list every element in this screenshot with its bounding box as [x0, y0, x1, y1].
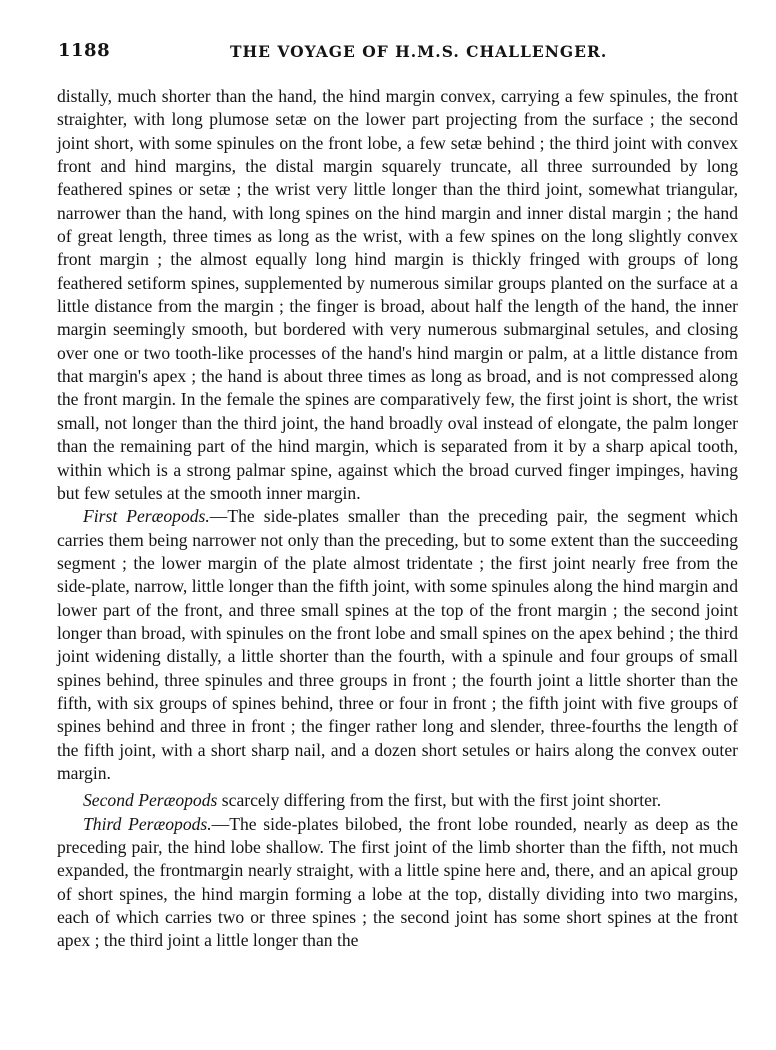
page-header — [58, 40, 738, 66]
paragraph-third-peraeopods — [57, 813, 738, 953]
section-heading-first-peraeopods: First Peræopods. — [83, 506, 210, 527]
page-number: 1188 — [58, 40, 111, 61]
section-heading-third-peraeopods: Third Peræopods. — [83, 813, 212, 834]
paragraph-first-peraeopods — [57, 505, 738, 785]
paragraph-second-peraeopods — [57, 789, 738, 812]
paragraph-text: —The side-plates bilobed, the front lobe rounded, nearly as deep as the preceding pair, the hind lobe shallow. The first joint of the limb shorter than the fifth, not much expanded, the frontmargin nearly straight, with a little spine here and, there, and an apical group of short spines, the hind margin forming a lobe at the top, distally dividing into two margins, each of which carries two or three spines ; the second joint has some short spines at the front apex ; the third joint a little longer than the — [57, 813, 738, 951]
paragraph-text: distally, much shorter than the hand, the hind margin convex, carrying a few spinules, the front straighter, with long plumose setæ on the lower part projecting from the surface ; the second joint short, with some spinules on the front lobe, a few setæ behind ; the third joint with convex front and hind margins, the distal margin squarely truncate, all three surrounded by long feathered spines or setæ ; the wrist very little longer than the third joint, somewhat triangular, narrower than the hand, with long spines on the hind margin and inner distal margin ; the hand of great length, three times as long as the wrist, with a few spines on the long slightly convex front margin ; the almost equally long hind margin is thickly fringed with groups of long feathered setiform spines, supplemented by numerous similar groups planted on the surface at a little distance from the margin ; the finger is broad, about half the length of the hand, the inner margin seemingly smooth, but bordered with very numerous submarginal setules, and closing over one or two tooth-like processes of the hand's hind margin or palm, at a little distance from that margin's apex ; the hand is about three times as long as broad, and is not compressed along the front margin. In the female the spines are comparatively few, the first joint is short, the wrist small, not longer than the third joint, the hand broadly oval instead of elongate, the palm longer than the remaining part of the hind margin, which is separated from it by a sharp apical tooth, within which is a strong palmar spine, against which the broad curved finger impinges, having but few setules at the smooth inner margin. — [57, 86, 738, 503]
paragraph-continuation — [57, 85, 738, 505]
body-text — [57, 85, 738, 953]
paragraph-text: scarcely differing from the first, but with the first joint shorter. — [217, 790, 662, 811]
running-title: THE VOYAGE OF H.M.S. CHALLENGER. — [230, 42, 608, 61]
paragraph-text: —The side-plates smaller than the preceding pair, the segment which carries them being narrower not only than the preceding, but to some extent than the succeeding segment ; the lower margin of the plate almost tridentate ; the first joint nearly free from the side-plate, narrow, little longer than the fifth joint, with some spinules along the hind margin and lower part of the front, and three small spines at the top of the front margin ; the second joint longer than broad, with spinules on the front lobe and small spines on the apex behind ; the third joint widening distally, a little shorter than the fourth, with a spinule and four groups of small spines behind, three spinules and three groups in front ; the fourth joint a little shorter than the fifth, with six groups of spines behind, three or four in front ; the fifth joint with five groups of spines behind and three in front ; the finger rather long and slender, three-fourths the length of the fifth joint, with a short sharp nail, and a dozen short setules or hairs along the convex outer margin. — [57, 506, 738, 783]
section-heading-second-peraeopods: Second Peræopods — [83, 790, 218, 811]
